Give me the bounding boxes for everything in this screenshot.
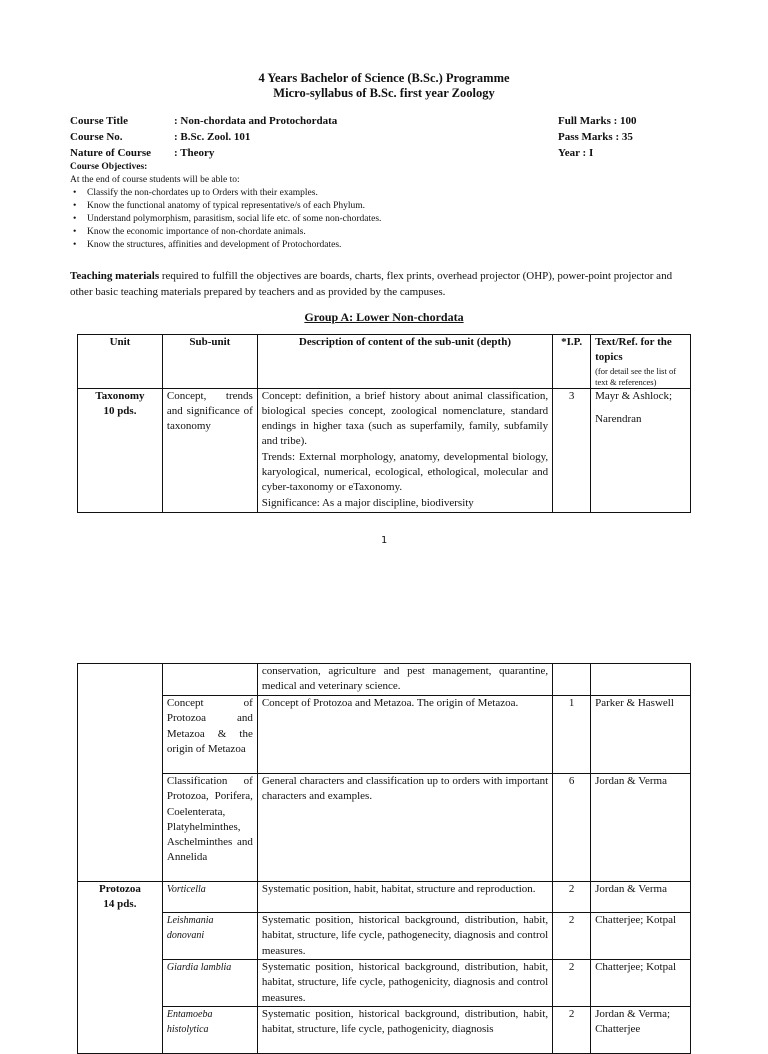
- ip-cell: 2: [553, 960, 591, 1007]
- ip-cell: 2: [553, 913, 591, 960]
- reference-cell: [591, 664, 691, 696]
- course-title-value: : Non-chordata and Protochordata: [174, 115, 338, 127]
- course-nature-value: : Theory: [174, 147, 215, 159]
- description-concept: Concept: definition, a brief history about animal classification, biological species concept, zoological nomenclature, standard endings in higher taxa (such as superfamily, family, subfamily and tribe).: [261, 389, 549, 448]
- table-row: [78, 913, 691, 960]
- ip-cell: 3: [553, 388, 591, 512]
- table-row: [78, 882, 691, 913]
- objectives-list: [70, 187, 710, 252]
- pass-marks: Pass Marks : 35: [558, 131, 633, 143]
- header-reference-note: (for detail see the list of text & references): [595, 365, 677, 387]
- ip-cell: 2: [553, 882, 591, 913]
- objective-item: • Classify the non-chordates up to Orders with their examples.: [70, 187, 710, 200]
- header-description: Description of content of the sub-unit (depth): [257, 335, 552, 389]
- reference-cell: [591, 388, 691, 512]
- doc-title: 4 Years Bachelor of Science (B.Sc.) Programme: [258, 71, 510, 85]
- teaching-materials-label: Teaching materials: [70, 270, 160, 282]
- course-objectives: [70, 161, 710, 252]
- description-cell: conservation, agriculture and pest management, quarantine, medical and veterinary science.: [257, 664, 552, 696]
- unit-name: Taxonomy: [95, 389, 145, 402]
- teaching-materials: [70, 268, 695, 300]
- table-header-row: [78, 335, 691, 389]
- header-ip: *I.P.: [553, 335, 591, 389]
- objective-item: • Know the structures, affinities and development of Protochordates.: [70, 239, 710, 252]
- course-title-label: Course Title: [70, 115, 128, 127]
- table-row: [78, 774, 691, 882]
- subunit-cell: Entamoeba histolytica: [162, 1007, 257, 1054]
- syllabus-table-page2: [77, 663, 691, 1054]
- objective-item: • Know the economic importance of non-chordate animals.: [70, 226, 710, 239]
- full-marks: Full Marks : 100: [558, 115, 637, 127]
- unit-periods: 14 pds.: [103, 898, 137, 911]
- description-cell: Systematic position, historical background, distribution, habit, habitat, structure, life cycle, pathogenicity, diagnosis: [257, 1007, 552, 1054]
- reference-line: Mayr & Ashlock;: [595, 389, 673, 402]
- marks-meta: [558, 113, 637, 161]
- group-title: Group A: Lower Non-chordata: [304, 310, 464, 324]
- reference-cell: Chatterjee; Kotpal: [591, 913, 691, 960]
- header-reference-label: Text/Ref. for the topics: [595, 336, 672, 364]
- reference-line: Narendran: [595, 412, 642, 425]
- page-number: 1: [380, 535, 388, 546]
- ip-cell: 1: [553, 696, 591, 774]
- objectives-heading: Course Objectives:: [70, 162, 148, 172]
- subunit-cell: Giardia lamblia: [162, 960, 257, 1007]
- unit-cell: [78, 388, 163, 512]
- objective-item: • Know the functional anatomy of typical representative/s of each Phylum.: [70, 200, 710, 213]
- subunit-cell: [162, 664, 257, 696]
- table-row: [78, 1007, 691, 1054]
- description-cell: Systematic position, habit, habitat, structure and reproduction.: [257, 882, 552, 913]
- reference-cell: Parker & Haswell: [591, 696, 691, 774]
- unit-cell: [78, 664, 163, 882]
- course-no-label: Course No.: [70, 131, 123, 143]
- description-cell: Systematic position, historical background, distribution, habit, habitat, structure, life cycle, pathogenecity, diagnosis and control measures.: [257, 913, 552, 960]
- teaching-materials-text: required to fulfill the objectives are boards, charts, flex prints, overhead projector (OHP), power-point projector and other basic teaching materials prepared by teachers and as provided by the campuses.: [70, 270, 673, 298]
- subunit-cell: Leishmania donovani: [162, 913, 257, 960]
- objectives-intro: At the end of course students will be able to:: [70, 175, 240, 185]
- reference-cell: Jordan & Verma; Chatterjee: [591, 1007, 691, 1054]
- description-cell: General characters and classification up to orders with important characters and examples.: [257, 774, 552, 882]
- syllabus-table-page1: [77, 334, 691, 513]
- description-cell: [257, 388, 552, 512]
- description-cell: Concept of Protozoa and Metazoa. The origin of Metazoa.: [257, 696, 552, 774]
- header-subunit: Sub-unit: [162, 335, 257, 389]
- objective-item: • Understand polymorphism, parasitism, social life etc. of some non-chordates.: [70, 213, 710, 226]
- reference-cell: Jordan & Verma: [591, 774, 691, 882]
- unit-periods: 10 pds.: [103, 404, 137, 417]
- subunit-cell: Concept, trends and significance of taxonomy: [162, 388, 257, 512]
- description-cell: Systematic position, historical background, distribution, habit, habitat, structure, life cycle, pathogenicity, diagnosis and control measures.: [257, 960, 552, 1007]
- unit-name: Protozoa: [98, 883, 141, 895]
- table-row: [78, 664, 691, 696]
- table-row: [78, 388, 691, 512]
- subunit-cell: Vorticella: [162, 882, 257, 913]
- table-row: [78, 960, 691, 1007]
- doc-subtitle: Micro-syllabus of B.Sc. first year Zoology: [273, 86, 495, 100]
- description-significance: Significance: As a major discipline, biodiversity: [261, 496, 474, 509]
- course-no-value: : B.Sc. Zool. 101: [174, 131, 251, 143]
- ip-cell: 2: [553, 1007, 591, 1054]
- description-trends: Trends: External morphology, anatomy, developmental biology, karyological, numerical, ecological, ethological, molecular and cyber-taxonomy or eTaxonomy.: [261, 450, 549, 494]
- table-row: [78, 696, 691, 774]
- course-meta: [70, 113, 337, 161]
- header-reference: [591, 335, 691, 389]
- course-nature-label: Nature of Course: [70, 147, 152, 159]
- header-unit: Unit: [78, 335, 163, 389]
- unit-cell: [78, 882, 163, 1054]
- reference-cell: Jordan & Verma: [591, 882, 691, 913]
- year: Year : I: [558, 147, 594, 159]
- ip-cell: [553, 664, 591, 696]
- subunit-cell: Classification of Protozoa, Porifera, Coelenterata, Platyhelminthes, Aschelminthes and Annelida: [162, 774, 257, 882]
- subunit-cell: Concept of Protozoa and Metazoa & the origin of Metazoa: [162, 696, 257, 774]
- ip-cell: 6: [553, 774, 591, 882]
- reference-cell: Chatterjee; Kotpal: [591, 960, 691, 1007]
